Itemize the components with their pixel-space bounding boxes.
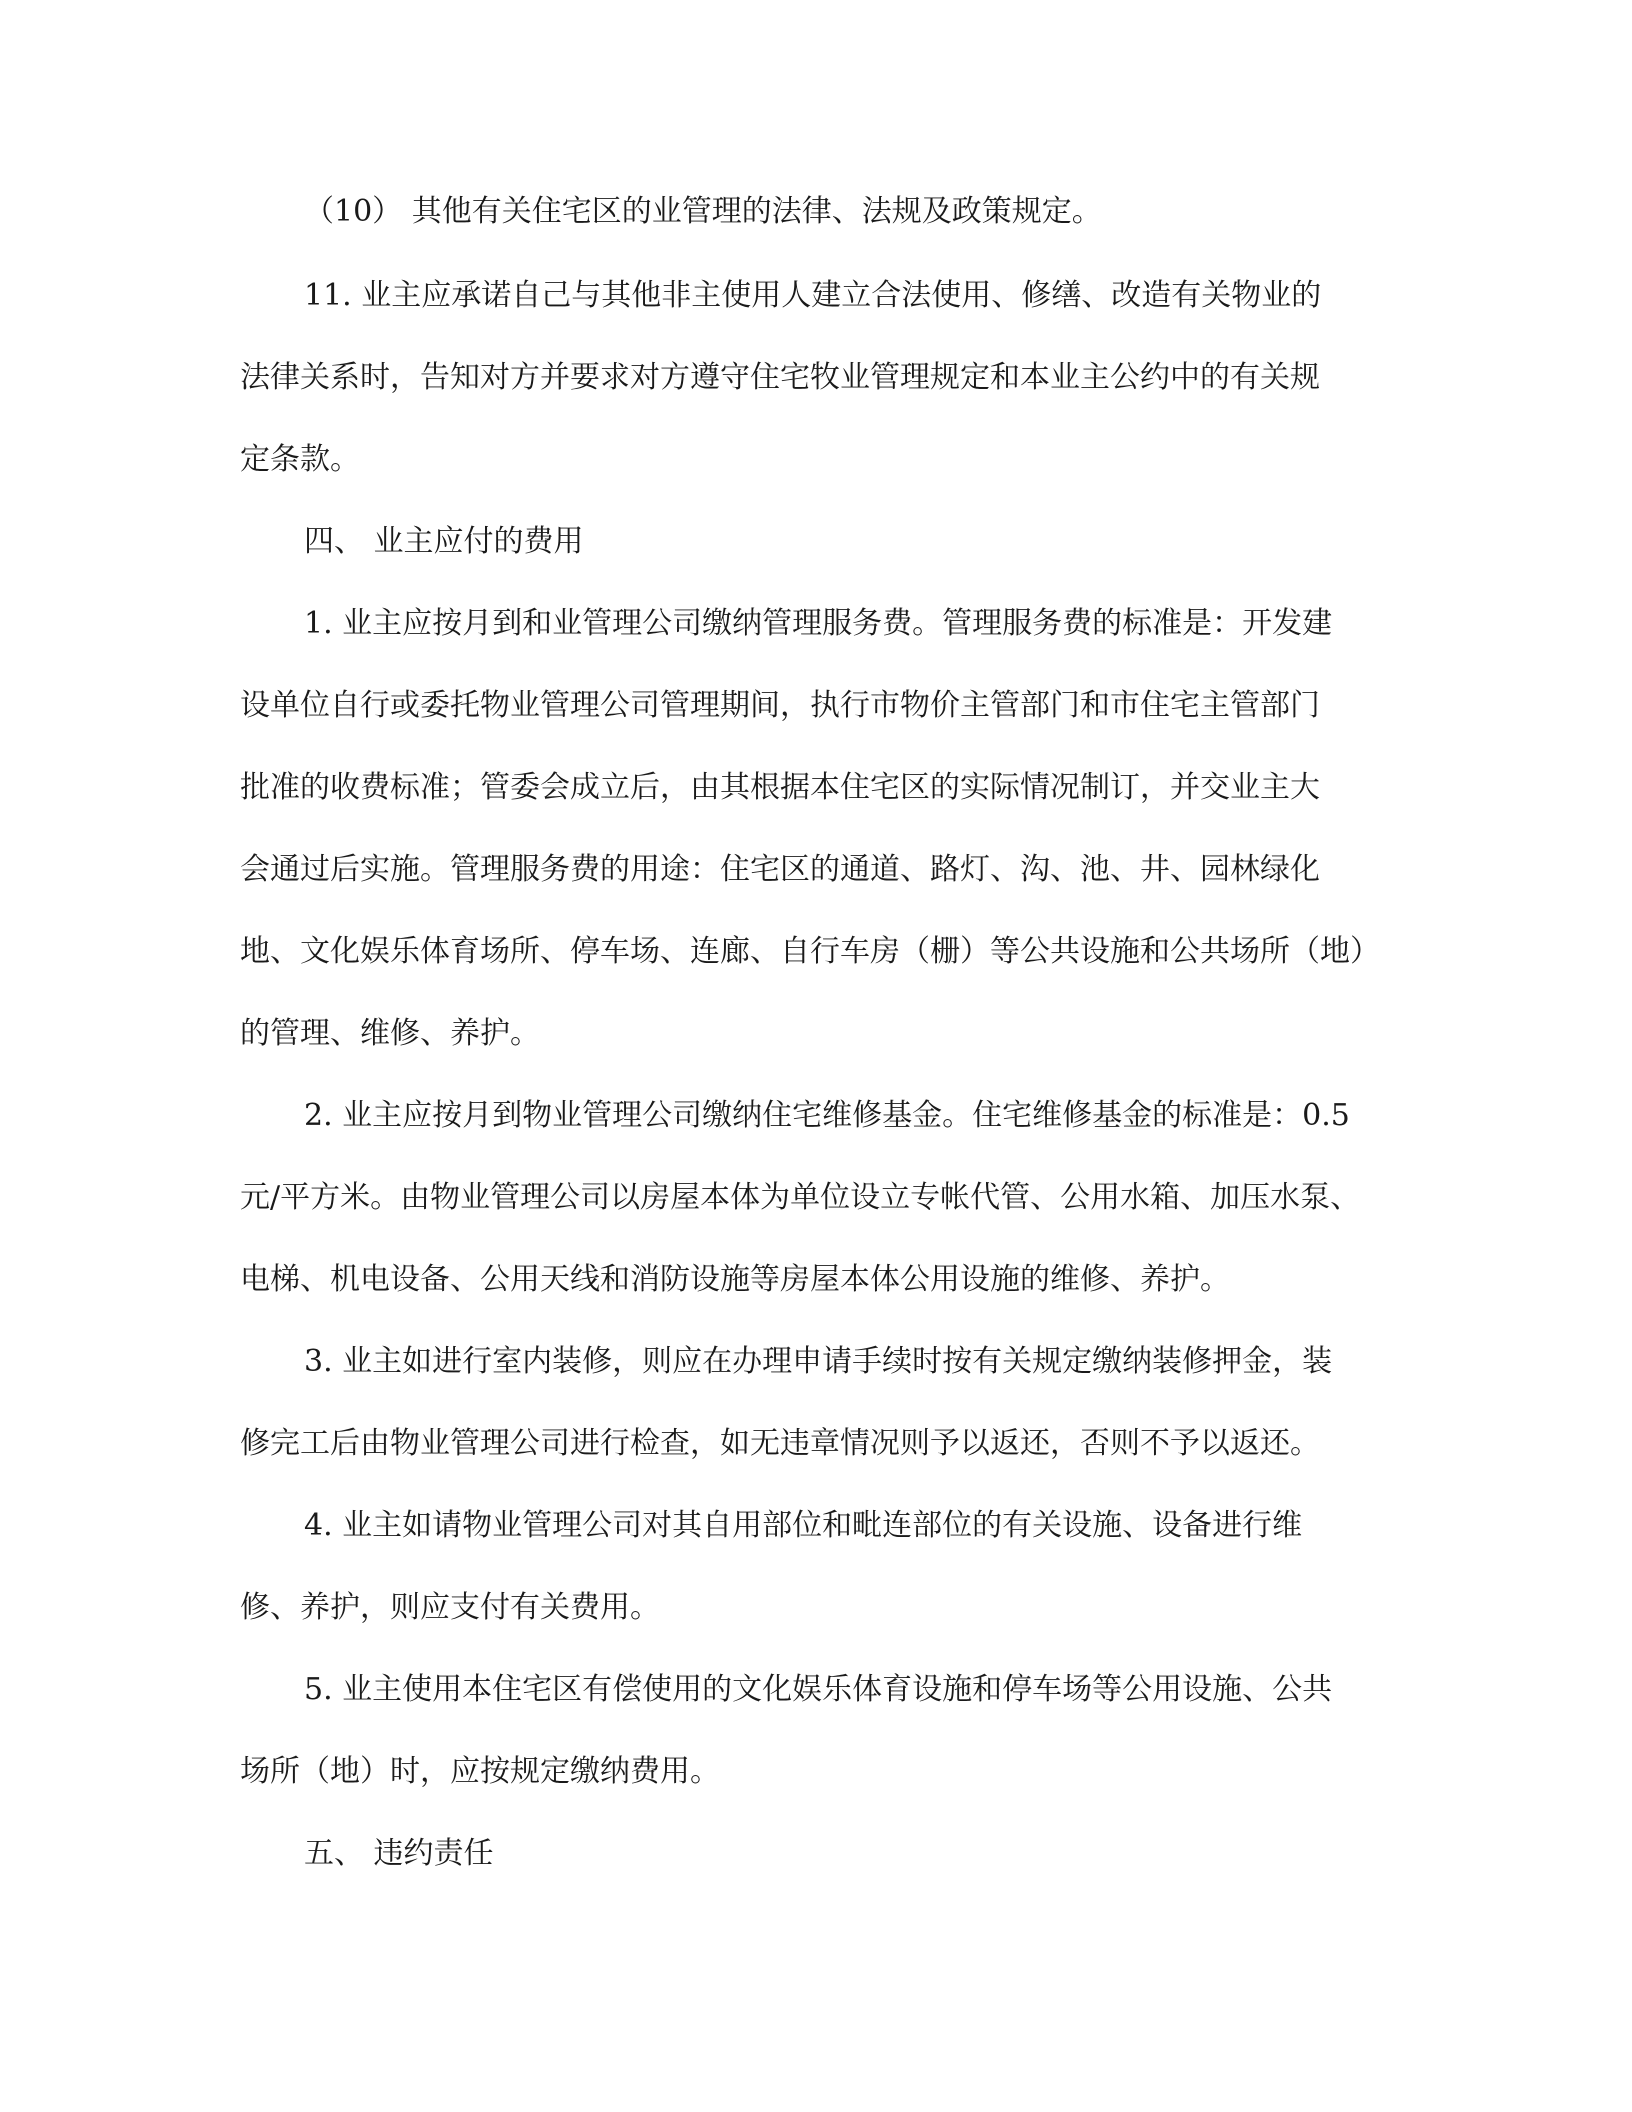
fee-2-line-3: 电梯、机电设备、公用天线和消防设施等房屋本体公用设施的维修、养护。 bbox=[240, 1262, 1230, 1297]
fee-1-line-2: 设单位自行或委托物业管理公司管理期间，执行市物价主管部门和市住宅主管部门 bbox=[240, 688, 1320, 723]
fee-3-line-2: 修完工后由物业管理公司进行检查，如无违章情况则予以返还，否则不予以返还。 bbox=[240, 1426, 1320, 1461]
fee-5-line-1: 5. 业主使用本住宅区有偿使用的文化娱乐体育设施和停车场等公用设施、公共 bbox=[304, 1672, 1333, 1707]
fee-2-line-1: 2. 业主应按月到物业管理公司缴纳住宅维修基金。住宅维修基金的标准是：0.5 bbox=[304, 1098, 1350, 1133]
fee-1-line-5: 地、文化娱乐体育场所、停车场、连廊、自行车房（栅）等公共设施和公共场所（地） bbox=[240, 934, 1380, 969]
clause-11-line-2: 法律关系时，告知对方并要求对方遵守住宅牧业管理规定和本业主公约中的有关规 bbox=[240, 360, 1320, 395]
clause-11-text-1: 11. 业主应承诺自己与其他非主使用人建立合法使用、修缮、改造有关物业的 bbox=[304, 278, 1322, 313]
fee-1-line-1: 1. 业主应按月到和业管理公司缴纳管理服务费。管理服务费的标准是：开发建 bbox=[304, 606, 1333, 641]
fee-4-line-1: 4. 业主如请物业管理公司对其自用部位和毗连部位的有关设施、设备进行维 bbox=[304, 1508, 1303, 1543]
fee-4-line-2: 修、养护，则应支付有关费用。 bbox=[240, 1590, 660, 1625]
section-4-heading: 四、 业主应付的费用 bbox=[304, 524, 584, 559]
section-5-heading: 五、 违约责任 bbox=[304, 1836, 494, 1871]
clause-11-line-1 bbox=[304, 276, 1452, 316]
clause-11-line-3: 定条款。 bbox=[240, 442, 360, 477]
fee-1-line-3: 批准的收费标准；管委会成立后，由其根据本住宅区的实际情况制订，并交业主大 bbox=[240, 770, 1320, 805]
fee-3-line-1: 3. 业主如进行室内装修，则应在办理申请手续时按有关规定缴纳装修押金，装 bbox=[304, 1344, 1333, 1379]
fee-1-line-6: 的管理、维修、养护。 bbox=[240, 1016, 540, 1051]
fee-1-line-4: 会通过后实施。管理服务费的用途：住宅区的通道、路灯、沟、池、井、园林绿化 bbox=[240, 852, 1320, 887]
fee-5-line-2: 场所（地）时，应按规定缴纳费用。 bbox=[240, 1754, 720, 1789]
clause-10-line: （10） 其他有关住宅区的业管理的法律、法规及政策规定。 bbox=[304, 194, 1102, 229]
fee-2-line-2: 元/平方米。由物业管理公司以房屋本体为单位设立专帐代管、公用水箱、加压水泵、 bbox=[240, 1180, 1361, 1215]
